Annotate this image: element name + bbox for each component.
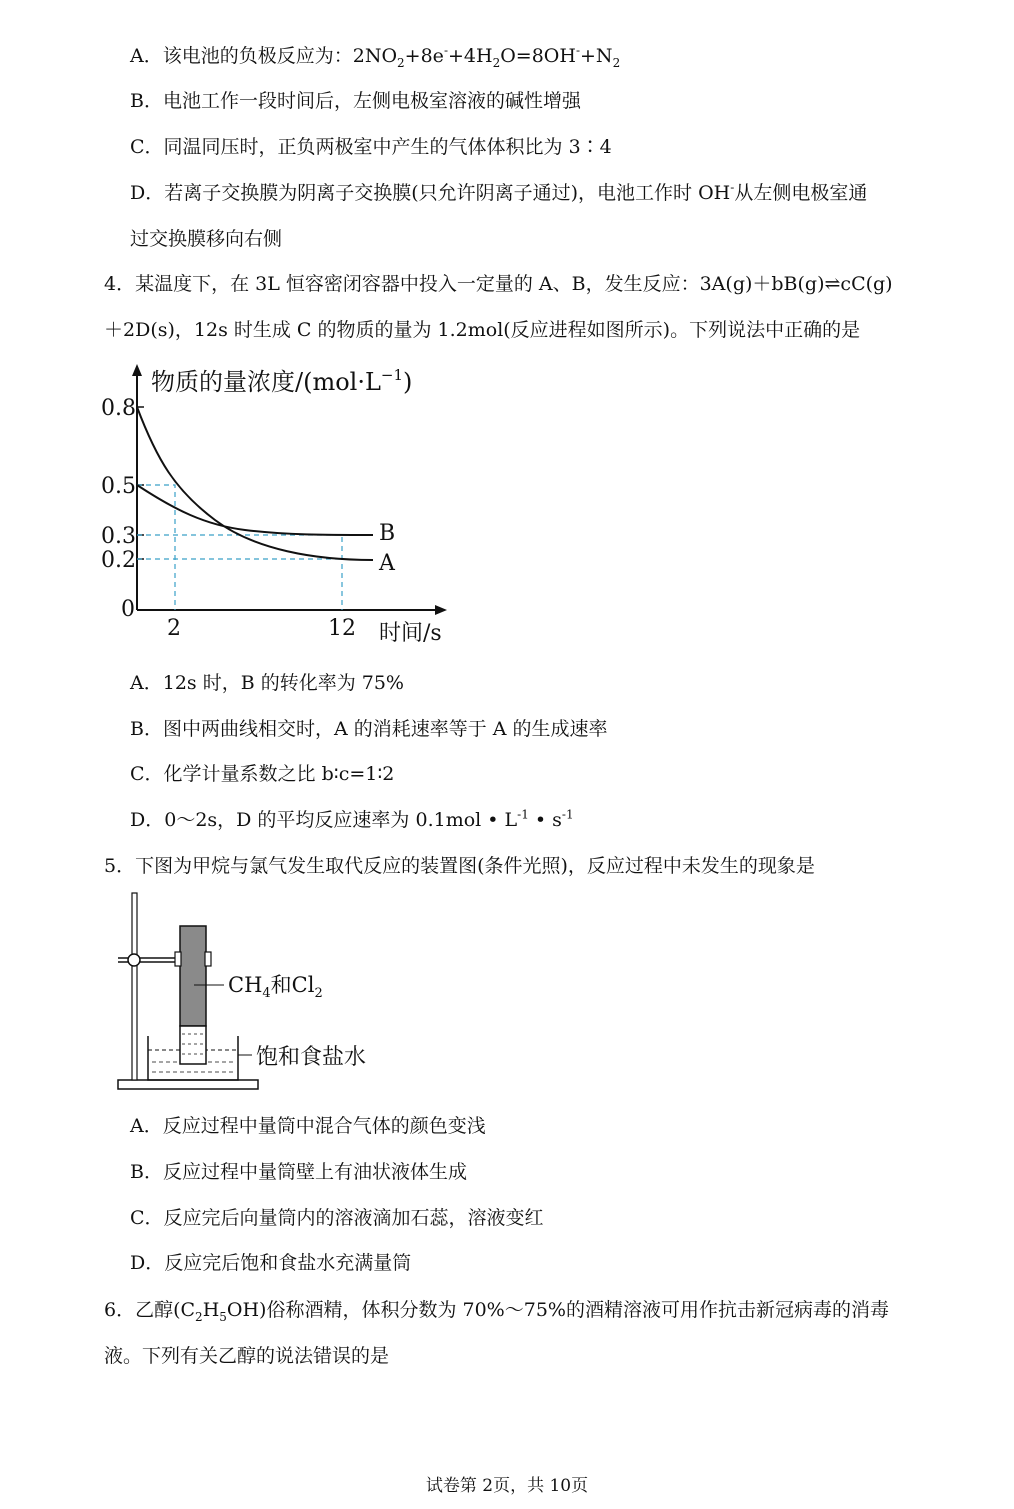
q3-option-a <box>130 43 620 69</box>
text: O=8OH <box>500 45 576 67</box>
curve-b <box>137 485 373 535</box>
curve-a <box>137 407 373 560</box>
q4-option-a <box>130 670 404 696</box>
option-text: 图中两曲线相交时，A 的消耗速率等于 A 的生成速率 <box>162 718 608 740</box>
y-tick-label-0.3: 0.3 <box>101 524 136 549</box>
q5-option-d <box>130 1250 411 1276</box>
option-label: B． <box>130 90 163 112</box>
x-axis-label: 时间/s <box>379 621 442 646</box>
option-text: 反应过程中量筒壁上有油状液体生成 <box>162 1161 467 1183</box>
subscript: 2 <box>612 55 621 70</box>
y-axis-label: 物质的量浓度$/(mol\cdot L^{-1})$ <box>151 366 413 396</box>
text: +4H <box>448 45 493 67</box>
graduated-cylinder-liquid <box>180 1026 206 1064</box>
methane-chlorination-apparatus <box>110 888 410 1093</box>
option-text: 反应完后向量筒内的溶液滴加石蕊，溶液变红 <box>163 1207 544 1229</box>
superscript: -1 <box>561 807 574 822</box>
text: 若离子交换膜为阴离子交换膜(只允许阴离子通过)，电池工作时 OH <box>164 182 731 204</box>
option-text: 同温同压时，正负两极室中产生的气体体积比为 3∶4 <box>163 136 612 158</box>
q5-option-a <box>130 1113 486 1139</box>
subscript: 2 <box>195 1309 203 1324</box>
option-label: D． <box>130 809 165 831</box>
option-label: D． <box>130 1252 165 1274</box>
option-label: A． <box>130 45 163 67</box>
cylinder-clamp-jaw <box>175 952 181 966</box>
option-text: 化学计量系数之比 b∶c=1∶2 <box>163 763 395 785</box>
text: 该电池的负极反应为：2NO <box>162 45 398 67</box>
superscript: -1 <box>517 807 529 822</box>
text: 6．乙醇(C <box>104 1299 196 1321</box>
q4-option-d <box>130 807 574 833</box>
text: 从左侧电极室通 <box>734 182 868 204</box>
subscript: 2 <box>492 55 501 70</box>
stand-rod <box>132 893 137 1080</box>
q3-option-d <box>130 180 867 206</box>
option-label: A． <box>130 1115 163 1137</box>
superscript: - <box>575 43 581 58</box>
clamp-knob <box>128 954 140 966</box>
option-label: C． <box>130 763 164 785</box>
concentration-time-graph <box>95 360 465 650</box>
stand-base <box>118 1080 258 1089</box>
subscript: 5 <box>219 1309 227 1324</box>
liquid-label: 饱和食盐水 <box>256 1045 367 1070</box>
option-text: 反应完后饱和食盐水充满量筒 <box>164 1252 412 1274</box>
text: 0～2s，D 的平均反应速率为 0.1mol • L <box>164 809 518 831</box>
subscript: 2 <box>397 55 405 70</box>
text: H <box>202 1299 220 1321</box>
option-label: B． <box>130 718 163 740</box>
y-axis-arrow <box>132 364 142 376</box>
q4-option-b <box>130 716 608 742</box>
y-tick-label-0.2: 0.2 <box>101 548 136 573</box>
x-tick-label-2: 2 <box>167 616 181 641</box>
page-footer: 试卷第 2页，共 10页 <box>425 1476 589 1496</box>
y-tick-label-0.8: 0.8 <box>101 396 136 421</box>
option-label: B． <box>130 1161 163 1183</box>
x-tick-label-12: 12 <box>328 616 356 641</box>
option-label: C． <box>130 136 164 158</box>
q6-stem-line-1 <box>104 1297 889 1323</box>
text: OH)俗称酒精，体积分数为 70%～75%的酒精溶液可用作抗击新冠病毒的消毒 <box>226 1299 889 1321</box>
q4-stem-line-2: ＋2D(s)，12s 时生成 C 的物质的量为 1.2mol(反应进程如图所示)。下列说法中正确的是 <box>104 319 861 341</box>
q5-stem: 5．下图为甲烷与氯气发生取代反应的装置图(条件光照)，反应过程中未发生的现象是 <box>104 855 815 877</box>
text: +8e <box>404 45 444 67</box>
series-label-b: B <box>379 521 396 546</box>
option-text: 12s 时，B 的转化率为 75% <box>162 672 404 694</box>
option-label: D． <box>130 182 165 204</box>
y-tick-label-0.5: 0.5 <box>101 474 136 499</box>
x-axis-arrow <box>435 605 447 615</box>
q5-option-c <box>130 1205 544 1231</box>
series-label-a: A <box>379 551 395 576</box>
y-tick-label-0: 0 <box>121 597 135 622</box>
q3-option-d-continued: 过交换膜移向右侧 <box>130 228 283 250</box>
superscript: - <box>730 180 735 195</box>
option-label: A． <box>130 672 163 694</box>
q3-option-b <box>130 88 581 114</box>
q3-option-c <box>130 134 612 160</box>
option-label: C． <box>130 1207 164 1229</box>
cylinder-clamp-jaw <box>205 952 211 966</box>
text: +N <box>580 45 613 67</box>
guide-0.3-at-12s <box>137 535 342 610</box>
text: • s <box>528 809 562 831</box>
gas-label: $CH_4$和$Cl_2$ <box>228 973 323 1001</box>
q4-stem-line-1: 4．某温度下，在 3L 恒容密闭容器中投入一定量的 A、B，发生反应：3A(g)＋bB(g)⇌cC(g) <box>104 273 893 295</box>
option-text: 电池工作一段时间后，左侧电极室溶液的碱性增强 <box>162 90 581 112</box>
superscript: - <box>443 43 448 58</box>
graduated-cylinder-gas <box>180 926 206 1026</box>
q5-option-b <box>130 1159 467 1185</box>
option-text: 反应过程中量筒中混合气体的颜色变浅 <box>162 1115 486 1137</box>
q6-stem-line-2: 液。下列有关乙醇的说法错误的是 <box>104 1345 390 1367</box>
q4-option-c <box>130 761 394 787</box>
